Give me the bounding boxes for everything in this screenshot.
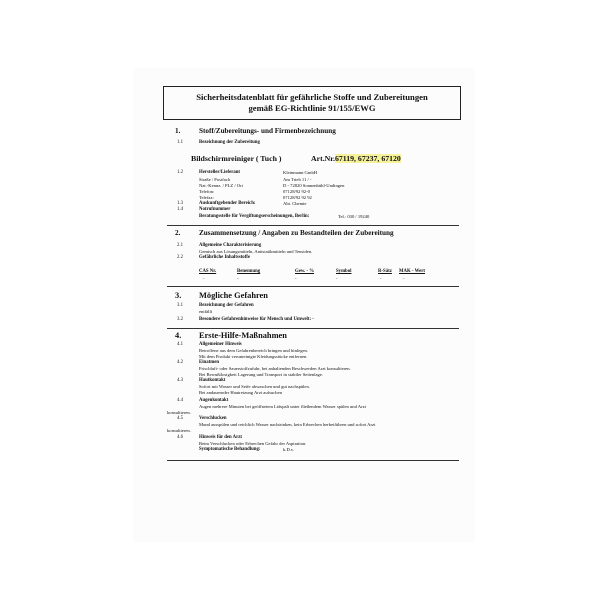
- s12-label: Hersteller/Lieferant: [199, 170, 241, 175]
- s43-label: Hautkontakt: [199, 378, 226, 383]
- s44-label: Augenkontakt: [199, 398, 229, 403]
- s42-text2: Bei Bewußtlosigkeit Lagerung und Transport in stabiler Seitenlage.: [199, 372, 324, 377]
- section3-title: Mögliche Gefahren: [199, 291, 268, 300]
- document-title-line2: gemäß EG-Richtlinie 91/155/EWG: [248, 103, 376, 113]
- section1-number: 1.: [175, 127, 181, 135]
- s14-number: 1.4: [177, 207, 183, 212]
- s31-number: 3.1: [177, 303, 183, 308]
- table-cell-weight: -: [295, 276, 297, 281]
- s41-text2: Mit dem Produkt verunreinigte Kleidungsstücke entfernen.: [199, 354, 308, 359]
- s32-number: 3.2: [177, 317, 183, 322]
- s46-text: Beim Verschlucken oder Erbrechen Gefahr der Aspiration.: [199, 441, 307, 446]
- company-name: Kleinmann GmbH: [283, 170, 318, 175]
- s13-label: Auskunftgebender Bereich:: [199, 201, 256, 206]
- section2-number: 2.: [175, 229, 181, 237]
- phone-label: Telefon:: [199, 189, 215, 194]
- address-value-2: D - 72820 Sonnenbühl-Undingen: [283, 183, 345, 188]
- s42-text1: Frischluft- oder Sauerstoffzufuhr, bei anhaltenden Beschwerden Arzt konsultieren.: [199, 366, 351, 371]
- s13-value: Abt. Chemie: [283, 201, 307, 206]
- table-cell-cas: -: [203, 276, 205, 281]
- table-header-symbol: Symbol: [336, 269, 352, 274]
- s42-label: Einatmen: [199, 360, 219, 365]
- article-numbers-highlight: 67119, 67237, 67120: [334, 154, 401, 163]
- s41-number: 4.1: [177, 342, 183, 347]
- s11-label: Bezeichnung der Zubereitung: [199, 140, 260, 145]
- s14-label: Notrufnummer: [199, 207, 231, 212]
- s44-text2: konsultieren.: [167, 410, 191, 415]
- s31-text: entfällt: [199, 309, 213, 314]
- address-label-2: Nat.-Kennz. / PLZ / Ort: [199, 183, 243, 188]
- document-page: [133, 68, 475, 542]
- s45-text2: konsultieren.: [167, 428, 191, 433]
- s46-label: Hinweis für den Arzt: [199, 435, 242, 440]
- divider-line: [167, 328, 459, 329]
- s43-text1: Sofort mit Wasser und Seife abwaschen und gut nachspülen.: [199, 384, 310, 389]
- divider-line: [167, 286, 459, 287]
- s46-sub-label: Symptomatische Behandlung:: [199, 447, 261, 452]
- fax-label: Telefax:: [199, 195, 214, 200]
- s22-label: Gefährliche Inhaltsstoffe: [199, 255, 251, 260]
- s44-text1: Augen mehrere Minuten bei geöffnetem Lidspalt unter fließendem Wasser spülen und Arzt: [199, 404, 366, 409]
- table-header-weight: Gew. - %: [295, 269, 315, 274]
- s43-text2: Bei andauernder Hautreizung Arzt aufsuchen: [199, 390, 282, 395]
- s44-number: 4.4: [177, 398, 183, 403]
- s21-number: 2.1: [177, 243, 183, 248]
- product-name: Bildschirmreiniger ( Tuch ): [191, 154, 282, 163]
- s21-label: Allgemeine Charakterisierung: [199, 243, 262, 248]
- s11-number: 1.1: [177, 140, 183, 145]
- divider-line: [167, 225, 459, 226]
- divider-line: [167, 460, 459, 461]
- table-cell-mak: -: [403, 276, 405, 281]
- section3-number: 3.: [175, 291, 182, 300]
- s21-text: Gemisch aus Lösungsmitteln, Antistatikmitteln und Tensiden.: [199, 249, 313, 254]
- table-cell-symbol: -: [336, 276, 338, 281]
- table-header-cas: CAS Nr.: [199, 269, 217, 274]
- s41-label: Allgemeiner Hinweis: [199, 342, 242, 347]
- s14-value: Tel.: 030 / 19240: [338, 214, 370, 219]
- s32-label: Besondere Gefahrenhinweise für Mensch und Umwelt: -: [199, 317, 314, 322]
- phone-value: 07128/92 92-0: [283, 189, 310, 194]
- table-header-mak: MAK - Wert: [399, 269, 426, 274]
- s41-text1: Betroffene aus dem Gefahrenbereich bringen und hinlegen.: [199, 348, 308, 353]
- s45-number: 4.5: [177, 416, 183, 421]
- s46-sub-value: k.D.v.: [283, 447, 295, 452]
- fax-value: 07128/92 92 92: [283, 195, 312, 200]
- s42-number: 4.2: [177, 360, 183, 365]
- document-title-line1: Sicherheitsdatenblatt für gefährliche Stoffe und Zubereitungen: [196, 92, 428, 102]
- section2-title: Zusammensetzung / Angaben zu Bestandteilen der Zubereitung: [199, 229, 394, 237]
- address-value-1: Am Trieb 11 / -: [283, 177, 312, 182]
- s31-label: Bezeichnung der Gefahren: [199, 303, 254, 308]
- table-header-name: Benennung: [237, 269, 261, 274]
- s14-sub-label: Beratungsstelle für Vergiftungserscheinungen, Berlin:: [199, 214, 310, 219]
- article-number: Art.Nr.67119, 67237, 67120: [311, 154, 401, 163]
- table-cell-rsatz: -: [380, 276, 382, 281]
- s13-number: 1.3: [177, 201, 183, 206]
- document-title-box: [163, 86, 461, 120]
- table-cell-name: -: [237, 276, 239, 281]
- s45-text1: Mund ausspülen und reichlich Wasser nachtrinken, kein Erbrechen herbeiführen und sofort Arzt: [199, 422, 376, 427]
- s12-number: 1.2: [177, 170, 183, 175]
- s46-number: 4.6: [177, 435, 183, 440]
- section1-title: Stoff/Zubereitungs- und Firmenbezeichnung: [199, 127, 336, 135]
- table-header-rsatz: R-Sätz: [378, 269, 392, 274]
- s22-number: 2.2: [177, 255, 183, 260]
- section4-title: Erste-Hilfe-Maßnahmen: [199, 331, 287, 340]
- address-label-1: Straße / Postfach: [199, 177, 231, 182]
- section4-number: 4.: [175, 331, 182, 340]
- s45-label: Verschlucken: [199, 416, 227, 421]
- s43-number: 4.3: [177, 378, 183, 383]
